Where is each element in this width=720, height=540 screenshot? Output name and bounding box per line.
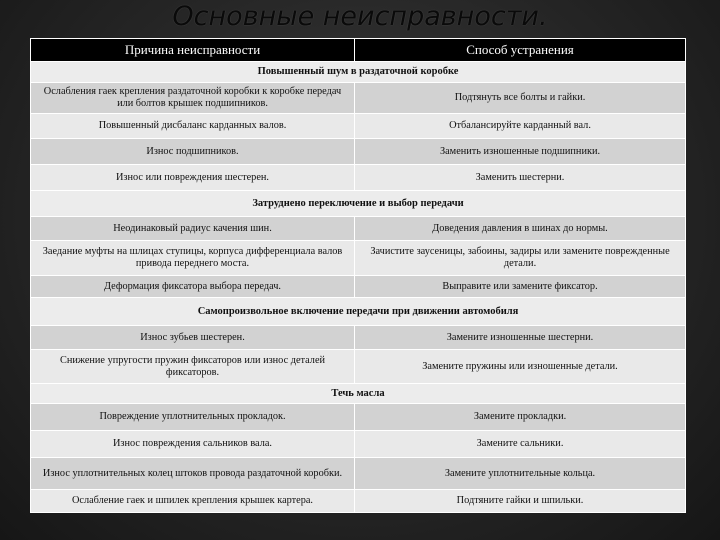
section-row — [31, 298, 686, 326]
table-row — [31, 114, 686, 139]
fix-cell: Отбалансируйте карданный вал. — [355, 114, 686, 139]
header-row — [31, 39, 686, 62]
faults-table — [30, 38, 686, 513]
table-row — [31, 241, 686, 276]
cause-cell: Износ или повреждения шестерен. — [31, 165, 355, 191]
cause-cell: Износ зубьев шестерен. — [31, 326, 355, 350]
cause-cell: Ослабление гаек и шпилек крепления крышек картера. — [31, 490, 355, 513]
section-title: Самопроизвольное включение передачи при движении автомобиля — [31, 298, 686, 326]
table-row — [31, 165, 686, 191]
cause-cell: Износ уплотнительных колец штоков провода раздаточной коробки. — [31, 458, 355, 490]
section-title: Затруднено переключение и выбор передачи — [31, 191, 686, 217]
table-row — [31, 350, 686, 384]
fix-cell: Замените прокладки. — [355, 404, 686, 431]
cause-cell: Снижение упругости пружин фиксаторов или износ деталей фиксаторов. — [31, 350, 355, 384]
fix-cell: Замените пружины или изношенные детали. — [355, 350, 686, 384]
fix-cell: Зачистите заусеницы, забоины, задиры или замените поврежденные детали. — [355, 241, 686, 276]
table-row — [31, 326, 686, 350]
fix-cell: Заменить шестерни. — [355, 165, 686, 191]
header-cause: Причина неисправности — [31, 39, 355, 62]
cause-cell: Повышенный дисбаланс карданных валов. — [31, 114, 355, 139]
section-row — [31, 62, 686, 83]
cause-cell: Износ подшипников. — [31, 139, 355, 165]
section-title: Повышенный шум в раздаточной коробке — [31, 62, 686, 83]
header-fix: Способ устранения — [355, 39, 686, 62]
cause-cell: Износ повреждения сальников вала. — [31, 431, 355, 458]
fix-cell: Выправите или замените фиксатор. — [355, 276, 686, 298]
cause-cell: Заедание муфты на шлицах ступицы, корпуса дифференциала валов привода переднего моста. — [31, 241, 355, 276]
table-row — [31, 83, 686, 114]
fix-cell: Замените сальники. — [355, 431, 686, 458]
table-row — [31, 458, 686, 490]
cause-cell: Деформация фиксатора выбора передач. — [31, 276, 355, 298]
fix-cell: Подтянуть все болты и гайки. — [355, 83, 686, 114]
table-row — [31, 431, 686, 458]
section-row — [31, 384, 686, 404]
slide-title: Основные неисправности. — [172, 1, 548, 32]
section-title: Течь масла — [31, 384, 686, 404]
cause-cell: Повреждение уплотнительных прокладок. — [31, 404, 355, 431]
fix-cell: Заменить изношенные подшипники. — [355, 139, 686, 165]
cause-cell: Неодинаковый радиус качения шин. — [31, 217, 355, 241]
table-row — [31, 276, 686, 298]
table-row — [31, 490, 686, 513]
fix-cell: Подтяните гайки и шпильки. — [355, 490, 686, 513]
table-row — [31, 404, 686, 431]
fix-cell: Доведения давления в шинах до нормы. — [355, 217, 686, 241]
fix-cell: Замените уплотнительные кольца. — [355, 458, 686, 490]
fix-cell: Замените изношенные шестерни. — [355, 326, 686, 350]
table-row — [31, 139, 686, 165]
table-row — [31, 217, 686, 241]
cause-cell: Ослабления гаек крепления раздаточной коробки к коробке передач или болтов крышек подшипников. — [31, 83, 355, 114]
section-row — [31, 191, 686, 217]
